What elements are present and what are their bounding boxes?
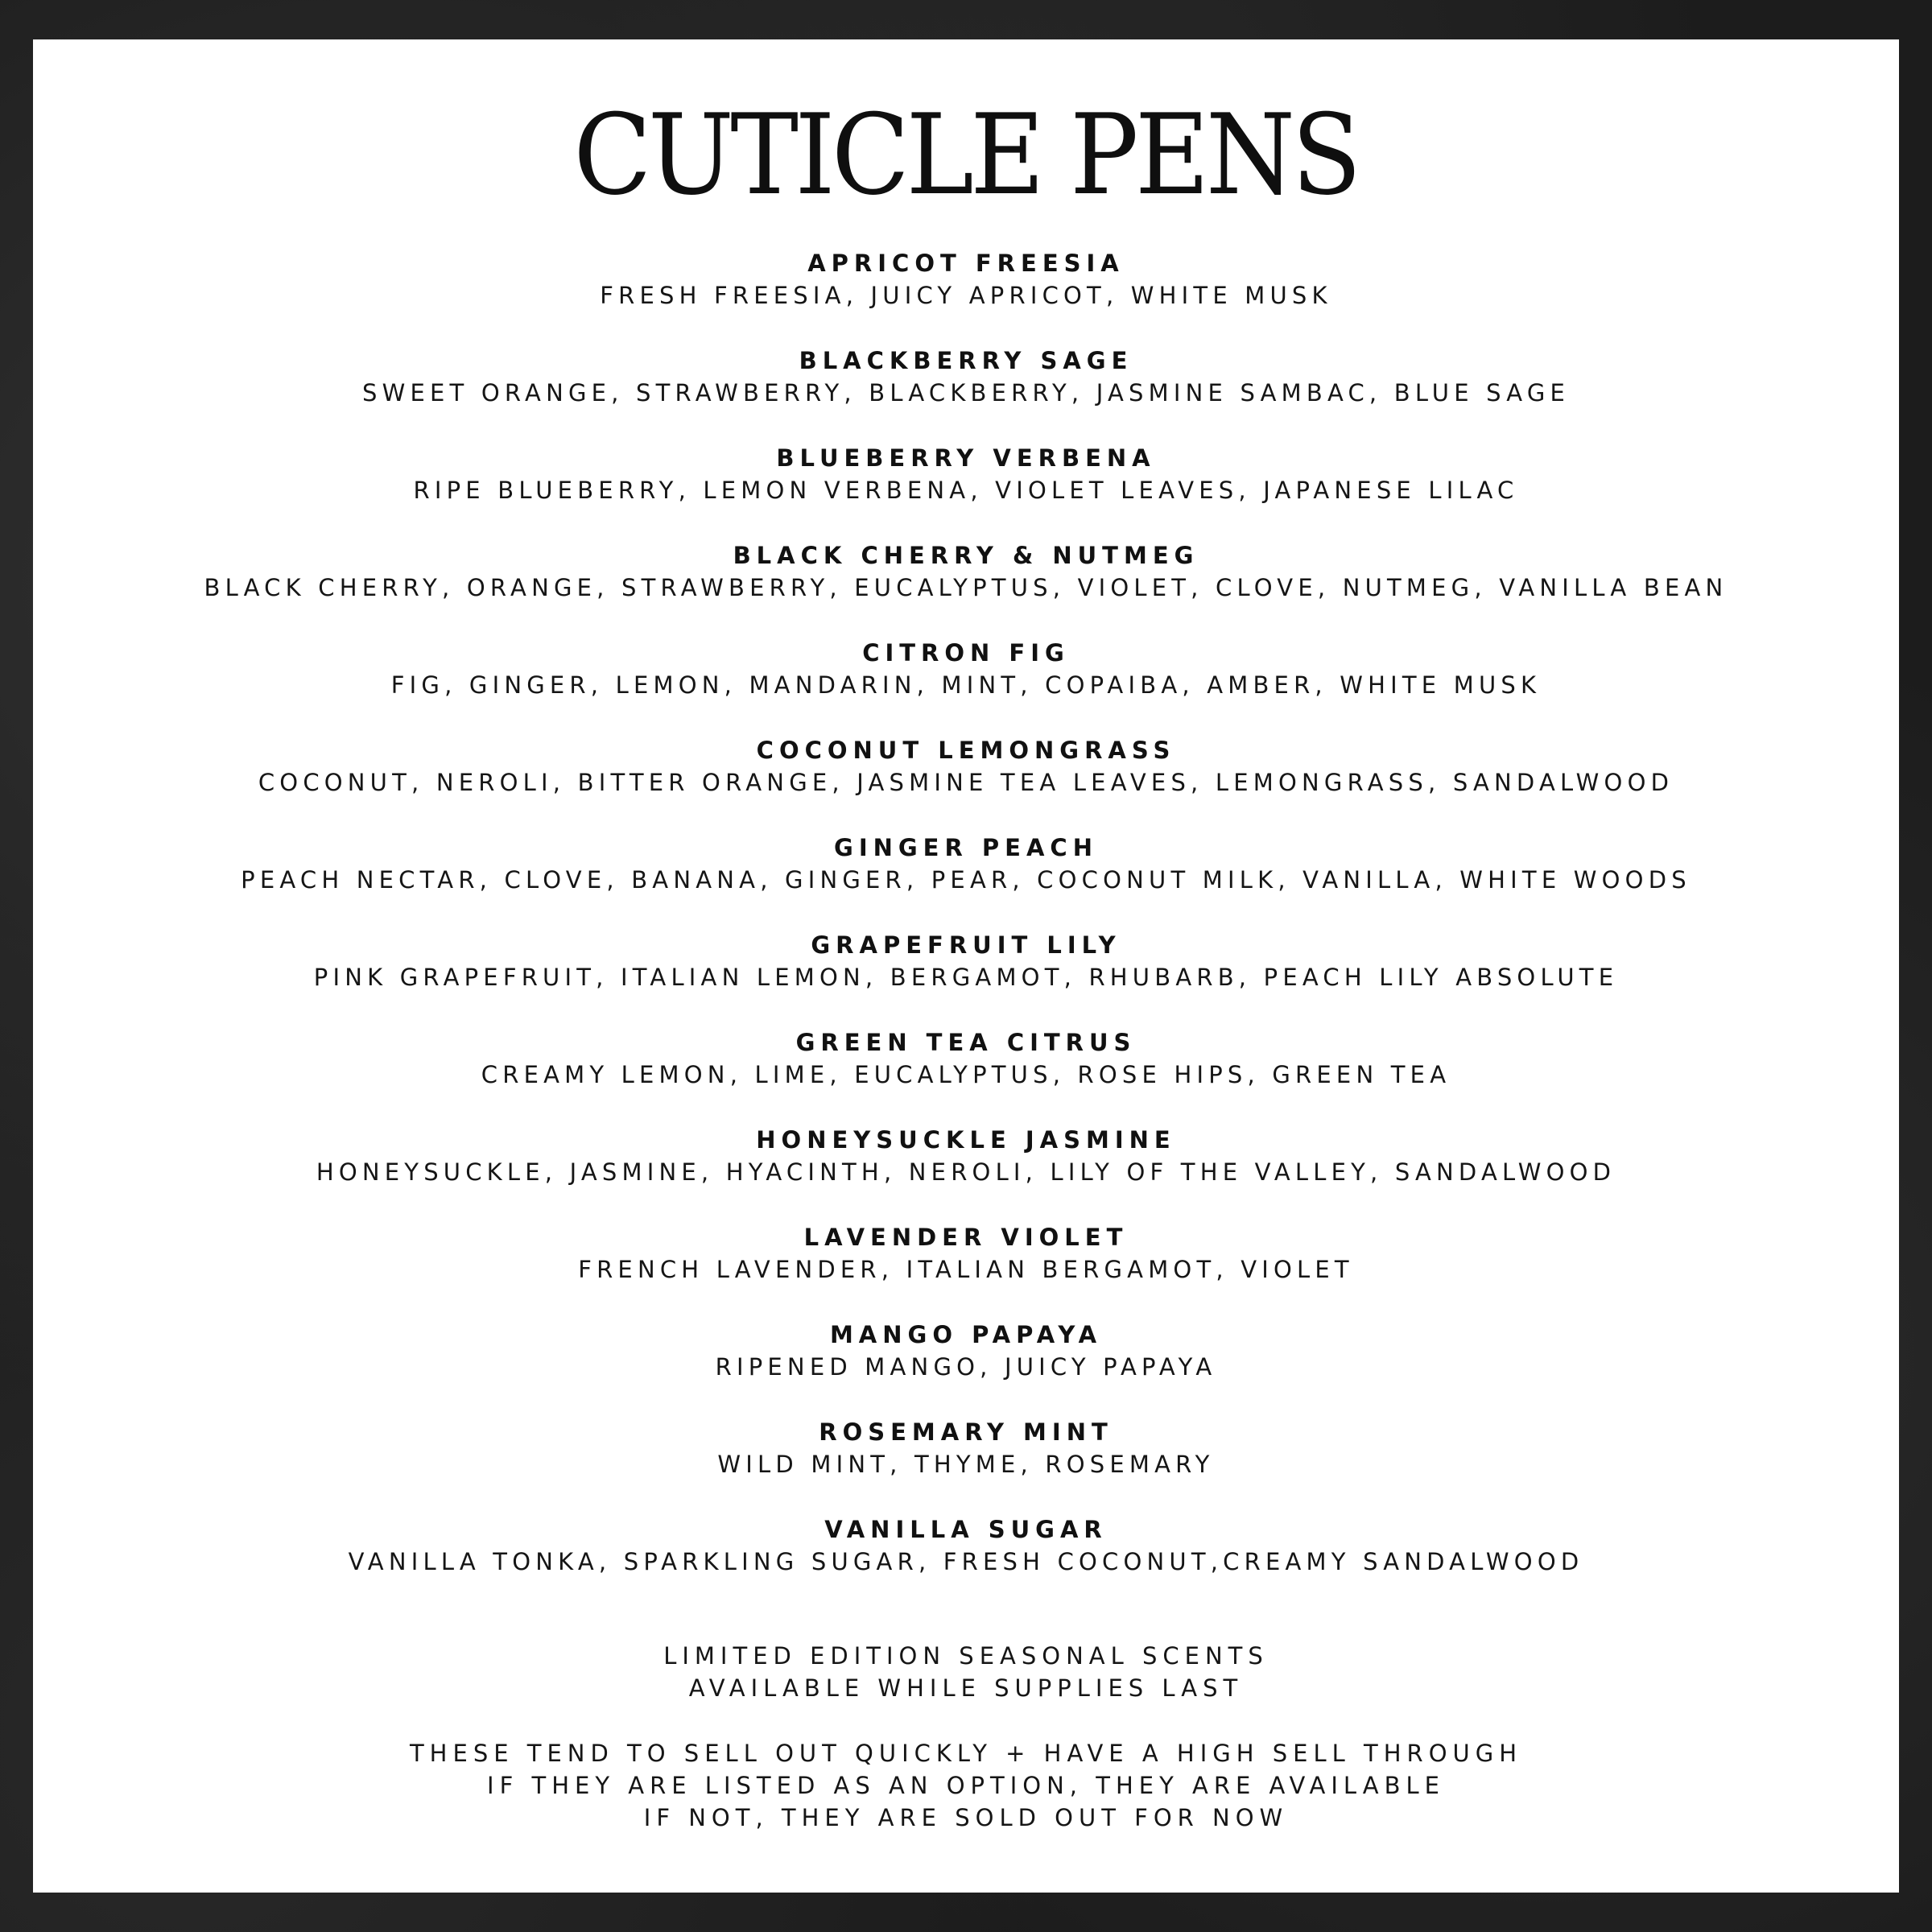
scent-notes: RIPE BLUEBERRY, LEMON VERBENA, VIOLET LEAVES, JAPANESE LILAC xyxy=(413,477,1519,504)
scent-item xyxy=(33,929,1899,1026)
scent-notes: HONEYSUCKLE, JASMINE, HYACINTH, NEROLI, LILY OF THE VALLEY, SANDALWOOD xyxy=(316,1158,1616,1186)
scent-item xyxy=(33,1416,1899,1513)
scent-name: COCONUT LEMONGRASS xyxy=(756,737,1176,764)
limited-edition-notice xyxy=(33,1640,1899,1704)
scent-item xyxy=(33,345,1899,442)
limited-notice-line: AVAILABLE WHILE SUPPLIES LAST xyxy=(688,1674,1244,1702)
scent-name: GINGER PEACH xyxy=(834,834,1098,861)
scent-item xyxy=(33,832,1899,929)
limited-notice-line: LIMITED EDITION SEASONAL SCENTS xyxy=(663,1642,1269,1670)
scent-item xyxy=(33,1221,1899,1319)
menu-card xyxy=(33,39,1899,1893)
scent-notes: PINK GRAPEFRUIT, ITALIAN LEMON, BERGAMOT, RHUBARB, PEACH LILY ABSOLUTE xyxy=(313,964,1619,991)
page-title xyxy=(33,90,1899,220)
scent-item xyxy=(33,442,1899,539)
scent-item xyxy=(33,1319,1899,1416)
scent-name: GREEN TEA CITRUS xyxy=(795,1029,1137,1056)
sellout-notice-line: THESE TEND TO SELL OUT QUICKLY + HAVE A HIGH SELL THROUGH xyxy=(409,1740,1523,1767)
scent-name: LAVENDER VIOLET xyxy=(803,1224,1129,1251)
scent-name: VANILLA SUGAR xyxy=(824,1516,1108,1543)
scent-notes: FIG, GINGER, LEMON, MANDARIN, MINT, COPAIBA, AMBER, WHITE MUSK xyxy=(390,671,1542,699)
scent-notes: FRESH FREESIA, JUICY APRICOT, WHITE MUSK xyxy=(600,282,1332,309)
scent-name: APRICOT FREESIA xyxy=(807,250,1125,277)
scent-name: CITRON FIG xyxy=(862,639,1070,667)
sellout-notice-line: IF NOT, THEY ARE SOLD OUT FOR NOW xyxy=(643,1804,1289,1831)
scent-item xyxy=(33,1026,1899,1124)
scent-notes: FRENCH LAVENDER, ITALIAN BERGAMOT, VIOLET xyxy=(578,1256,1354,1283)
scent-list xyxy=(33,247,1899,1611)
scent-name: BLUEBERRY VERBENA xyxy=(776,444,1156,472)
scent-notes: WILD MINT, THYME, ROSEMARY xyxy=(717,1451,1215,1478)
scent-notes: COCONUT, NEROLI, BITTER ORANGE, JASMINE TEA LEAVES, LEMONGRASS, SANDALWOOD xyxy=(258,769,1674,796)
scent-name: GRAPEFRUIT LILY xyxy=(811,931,1121,959)
scent-name: HONEYSUCKLE JASMINE xyxy=(756,1126,1176,1154)
scent-notes: PEACH NECTAR, CLOVE, BANANA, GINGER, PEAR, COCONUT MILK, VANILLA, WHITE WOODS xyxy=(241,866,1691,894)
scent-item xyxy=(33,1513,1899,1611)
scent-name: BLACKBERRY SAGE xyxy=(799,347,1133,374)
scent-notes: BLACK CHERRY, ORANGE, STRAWBERRY, EUCALYPTUS, VIOLET, CLOVE, NUTMEG, VANILLA BEAN xyxy=(204,574,1728,601)
sellout-notice xyxy=(33,1737,1899,1834)
scent-name: BLACK CHERRY & NUTMEG xyxy=(733,542,1199,569)
scent-notes: CREAMY LEMON, LIME, EUCALYPTUS, ROSE HIPS, GREEN TEA xyxy=(481,1061,1451,1088)
scent-item xyxy=(33,1124,1899,1221)
scent-item xyxy=(33,539,1899,637)
page-title-text: CUTICLE PENS xyxy=(573,90,1359,220)
scent-notes: RIPENED MANGO, JUICY PAPAYA xyxy=(715,1353,1217,1381)
scent-item xyxy=(33,247,1899,345)
scent-name: MANGO PAPAYA xyxy=(829,1321,1103,1348)
sellout-notice-line: IF THEY ARE LISTED AS AN OPTION, THEY ARE AVAILABLE xyxy=(487,1772,1445,1799)
scent-notes: VANILLA TONKA, SPARKLING SUGAR, FRESH COCONUT,CREAMY SANDALWOOD xyxy=(348,1548,1584,1575)
scent-item xyxy=(33,637,1899,734)
scent-item xyxy=(33,734,1899,832)
scent-notes: SWEET ORANGE, STRAWBERRY, BLACKBERRY, JASMINE SAMBAC, BLUE SAGE xyxy=(361,379,1571,407)
scent-name: ROSEMARY MINT xyxy=(819,1418,1113,1446)
